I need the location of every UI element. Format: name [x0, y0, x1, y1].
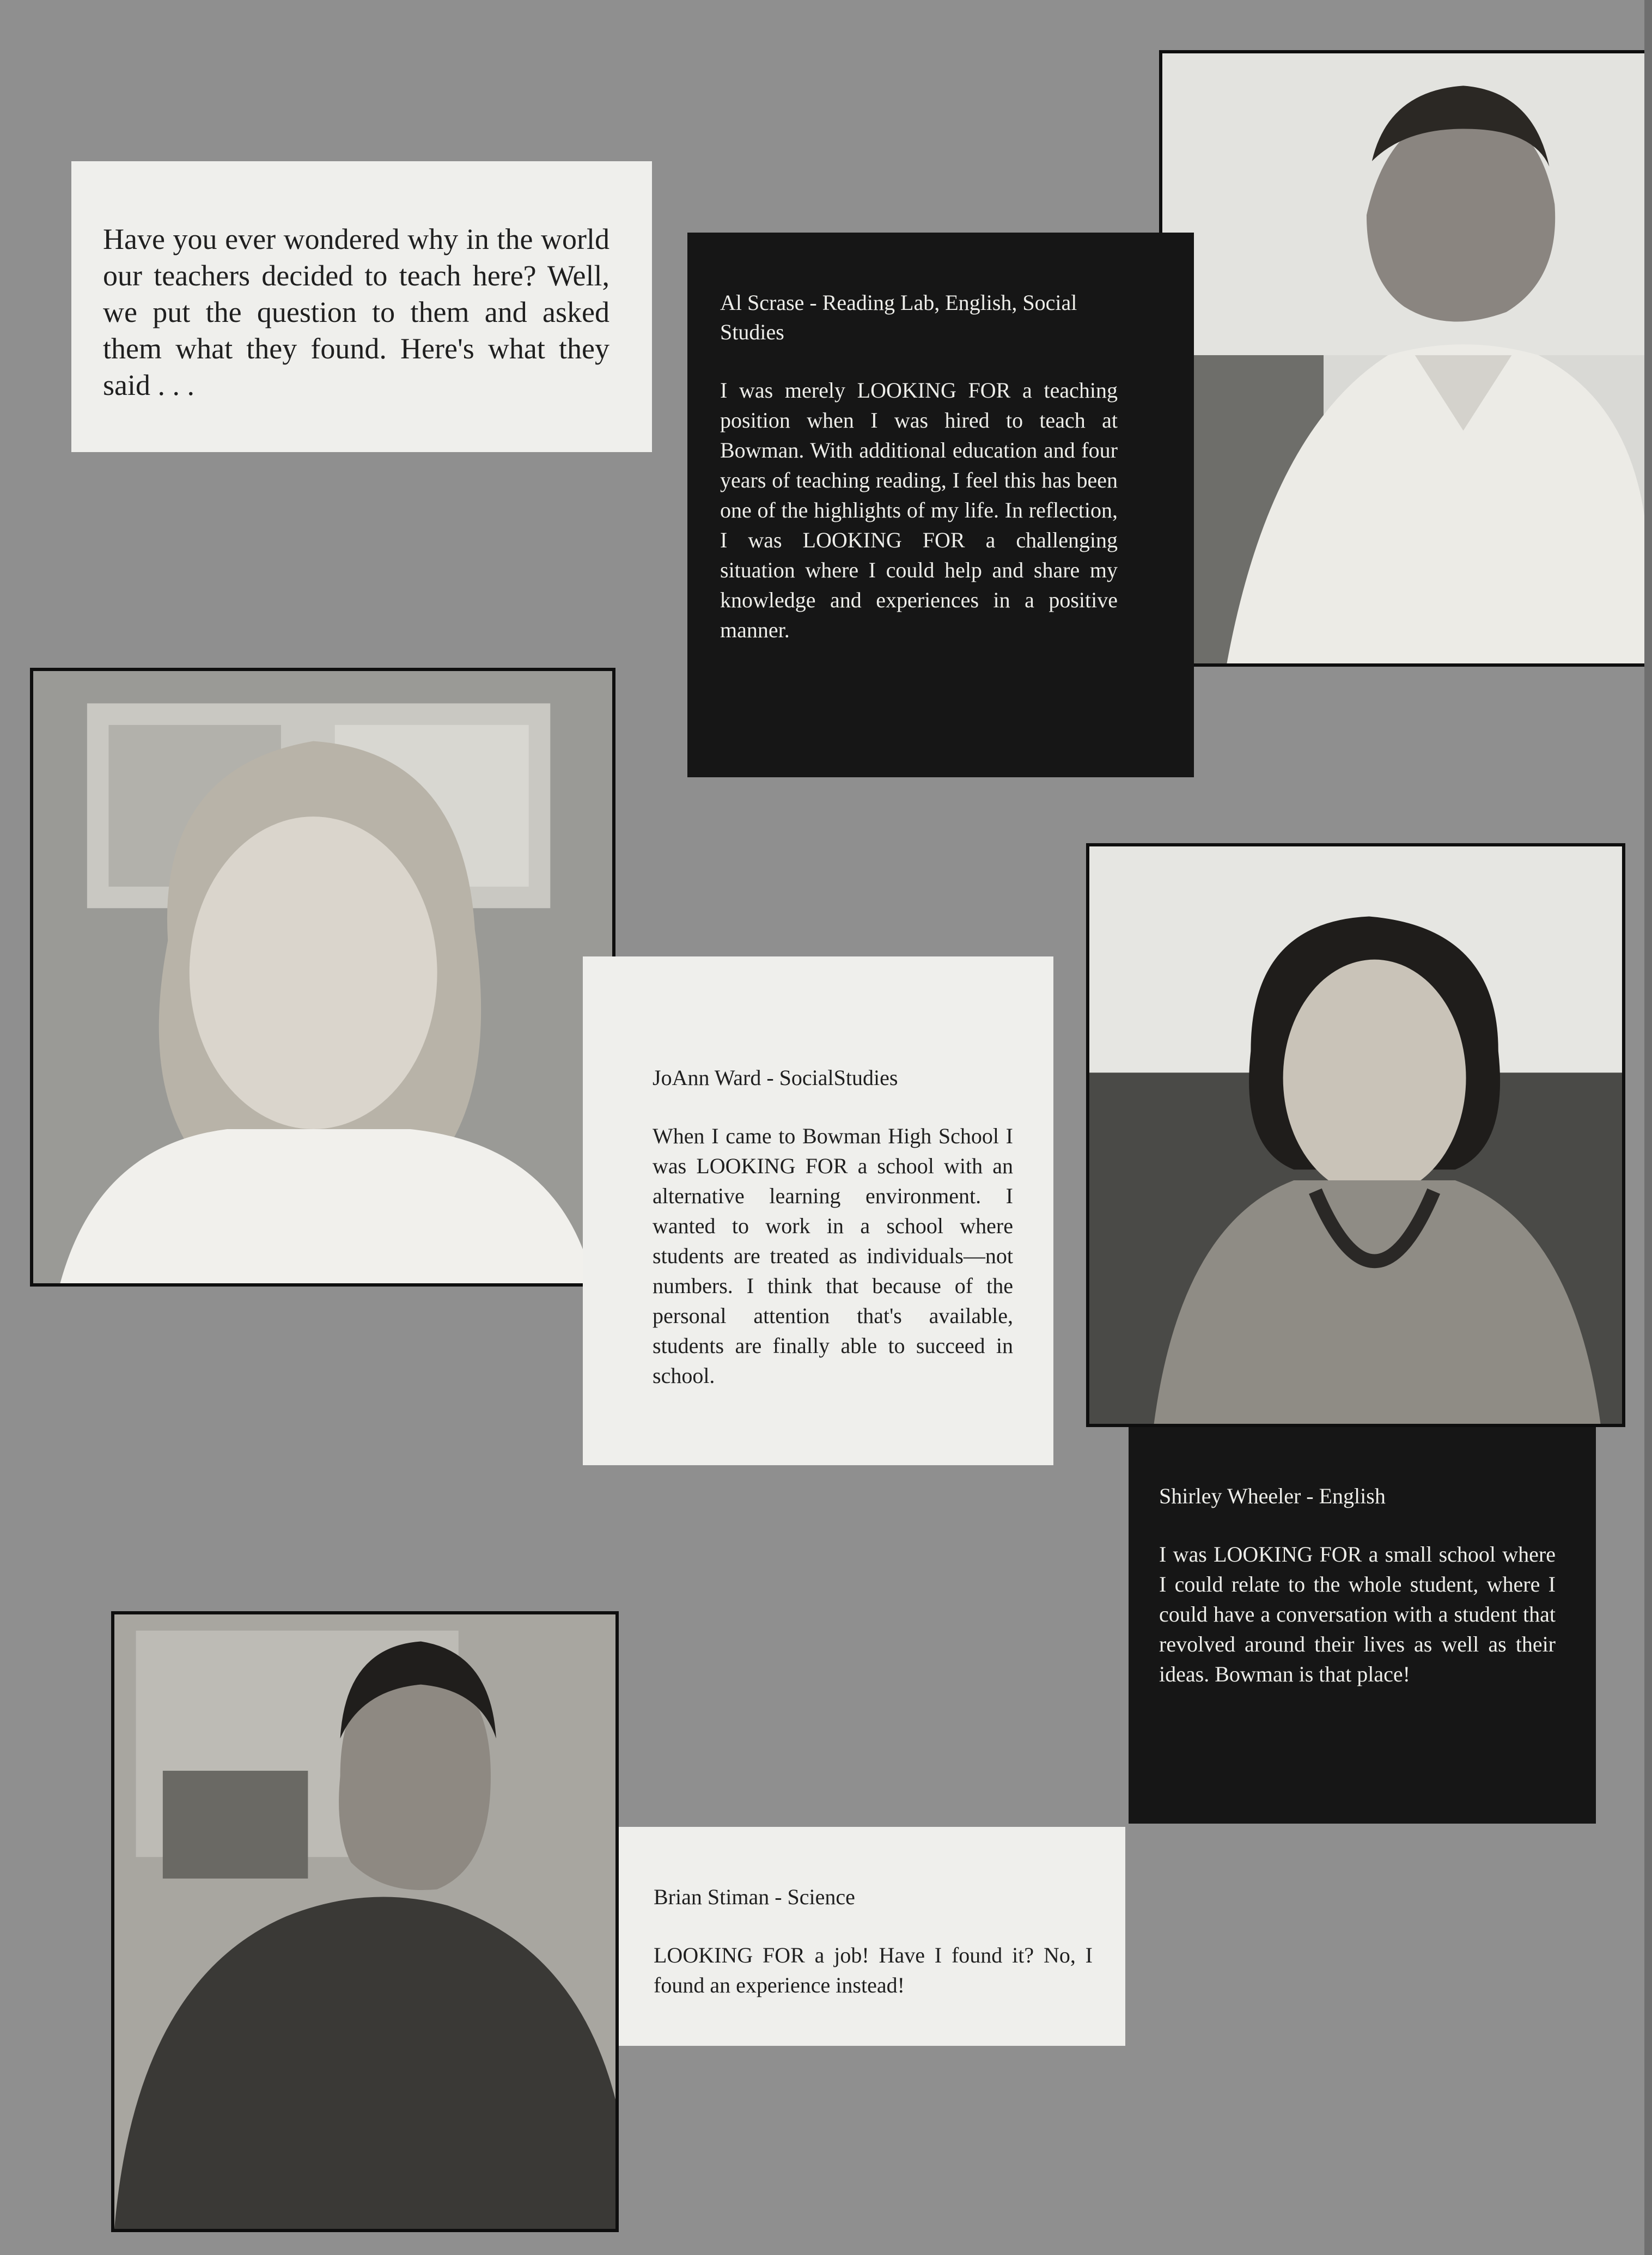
teacher-name: Al Scrase - Reading Lab, English, Social Studies: [720, 290, 1077, 344]
caption-shirley-wheeler: [1129, 1427, 1596, 1824]
intro-box: [71, 161, 652, 452]
portrait-man-1-image: [1162, 53, 1647, 663]
intro-text: Have you ever wondered why in the world our teachers decided to teach here? Well, we put the question to them and asked them what they found. Here's what they said . . .: [103, 223, 609, 401]
caption-al-scrase: [687, 233, 1194, 777]
teacher-name: Shirley Wheeler - English: [1159, 1484, 1386, 1508]
teacher-quote: When I came to Bowman High School I was LOOKING FOR a school with an alternative learning environment. I wanted to work in a school where students are treated as individuals—not numbers. I think that because of the personal attention that's available, students are finally able to succeed in school.: [653, 1124, 1013, 1388]
teacher-quote: I was merely LOOKING FOR a teaching position when I was hired to teach at Bowman. With additional education and four years of teaching reading, I feel this has been one of the highlights of my life. In reflection, I was LOOKING FOR a challenging situation where I could help and share my knowledge and experiences in a positive manner.: [720, 378, 1118, 642]
teacher-name: JoAnn Ward - SocialStudies: [653, 1065, 898, 1090]
photo-al-scrase: [1159, 50, 1650, 667]
portrait-woman-1-image: [33, 671, 612, 1283]
photo-shirley-wheeler: [1086, 843, 1625, 1427]
teacher-name: Brian Stiman - Science: [654, 1885, 855, 1909]
photo-brian-stiman: [111, 1611, 619, 2232]
portrait-woman-2-image: [1089, 846, 1622, 1424]
photo-joann-ward: [30, 668, 615, 1287]
caption-joann-ward: [583, 956, 1053, 1465]
caption-brian-stiman: [619, 1827, 1125, 2046]
portrait-man-2-image: [114, 1614, 615, 2229]
teacher-quote: I was LOOKING FOR a small school where I could relate to the whole student, where I could have a conversation with a student that revolved around their lives as well as their ideas. Bowman is that place!: [1159, 1542, 1556, 1686]
page-edge-shadow: [1644, 0, 1652, 2255]
teacher-quote: LOOKING FOR a job! Have I found it? No, I found an experience instead!: [654, 1943, 1093, 1997]
